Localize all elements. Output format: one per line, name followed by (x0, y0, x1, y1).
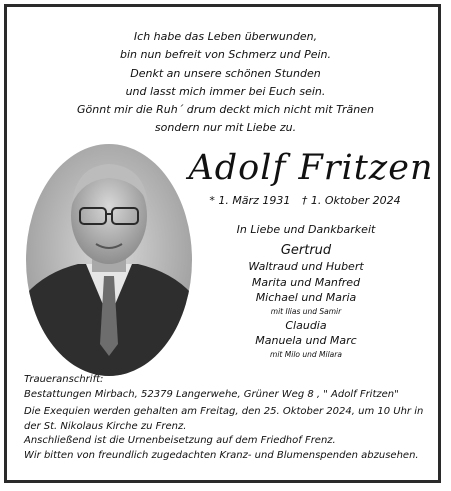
burial-line: Anschließend ist die Urnenbeisetzung auf dem Friedhof Frenz. (24, 435, 336, 447)
mourner-line: Waltraud und Hubert (248, 260, 364, 273)
poem-line: Denkt an unsere schönen Stunden (130, 66, 321, 80)
poem-line: Ich habe das Leben überwunden, (133, 30, 318, 43)
poem-line: Gönnt mir die Ruh´ drum deckt mich nicht mit Tränen (77, 103, 374, 117)
funeral-details (24, 373, 434, 464)
mourner-subline: mit Ilias und Samir (270, 306, 342, 316)
poem-line: und lasst mich immer bei Euch sein. (125, 84, 326, 98)
spouse-name: Gertrud (280, 243, 332, 258)
birth-date: * 1. März 1931 (209, 194, 291, 207)
life-dates (185, 194, 425, 207)
mourners-list (188, 222, 424, 361)
exequies-line: der St. Nikolaus Kirche zu Frenz. (24, 420, 187, 432)
poem-line: sondern nur mit Liebe zu. (154, 121, 297, 135)
death-date: † 1. Oktober 2024 (301, 194, 401, 207)
mourner-line: Michael und Maria (255, 291, 357, 304)
mourner-line: Marita und Manfred (251, 275, 361, 289)
portrait-photo (26, 144, 192, 376)
mourner-line: Claudia (285, 318, 327, 332)
deceased-name: Adolf Fritzen (188, 148, 434, 188)
address-text: Bestattungen Mirbach, 52379 Langerwehe, Grüner Weg 8 , " Adolf Fritzen" (24, 388, 399, 400)
mourner-subline: mit Milo und Milara (270, 349, 342, 359)
poem-line: bin nun befreit von Schmerz und Pein. (119, 48, 332, 62)
address-label: Traueranschrift: (24, 374, 104, 385)
exequies-line: Die Exequien werden gehalten am Freitag, den 25. Oktober 2024, um 10 Uhr in (24, 406, 424, 418)
memorial-poem (0, 28, 451, 138)
donation-request: Wir bitten von freundlich zugedachten Kranz- und Blumenspenden abzusehen. (24, 449, 419, 461)
mourner-line: Manuela und Marc (255, 334, 357, 347)
mourners-intro: In Liebe und Dankbarkeit (236, 223, 376, 236)
